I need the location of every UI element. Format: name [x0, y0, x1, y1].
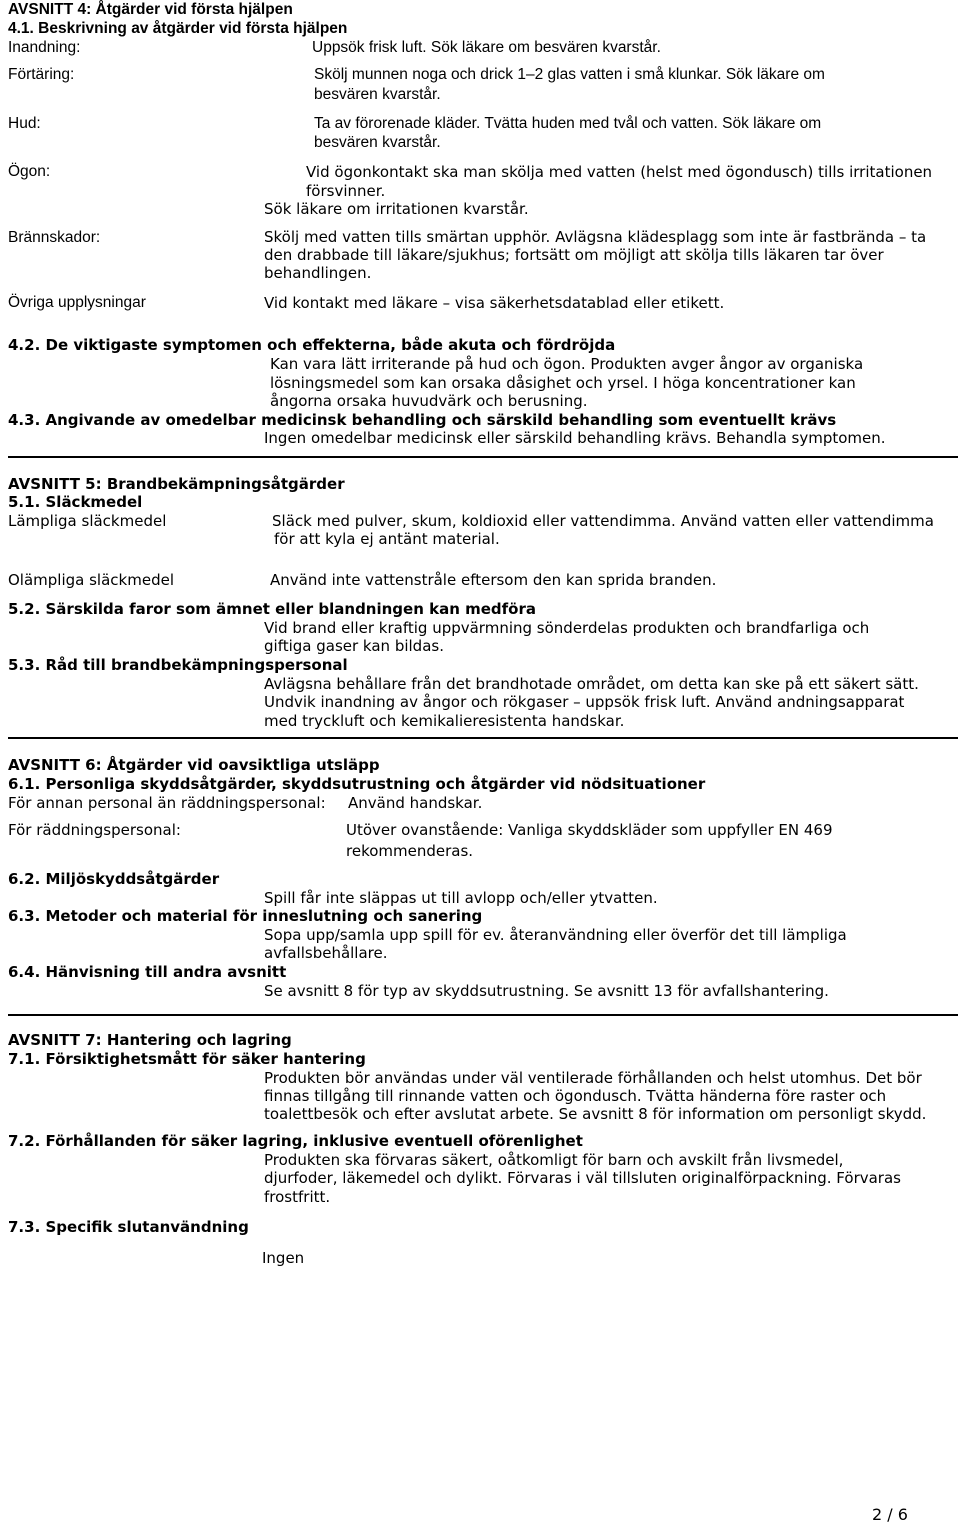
ogon-text-line: Vid ögonkontakt ska man skölja med vatten (helst med ögondusch) tills irritationen — [306, 163, 933, 181]
hud-label: Hud: — [8, 115, 41, 132]
ovriga-label: Övriga upplysningar — [8, 294, 146, 311]
section-4-title: AVSNITT 4: Åtgärder vid första hjälpen — [8, 1, 293, 18]
subsection-7-2-title: 7.2. Förhållanden för säker lagring, inklusive eventuell oförenlighet — [8, 1132, 583, 1150]
page-number: 2 / 6 — [872, 1505, 908, 1524]
subsection-4-1-title: 4.1. Beskrivning av åtgärder vid första hjälpen — [8, 20, 348, 37]
brannskador-label: Brännskador: — [8, 229, 101, 246]
annan-personal-text: Använd handskar. — [348, 794, 483, 812]
lampliga-label: Lämpliga släckmedel — [8, 512, 167, 530]
raddningspersonal-text-line: Utöver ovanstående: Vanliga skyddskläder som uppfyller EN 469 — [346, 821, 833, 839]
annan-personal-label: För annan personal än räddningspersonal: — [8, 794, 326, 812]
section-divider — [8, 1014, 958, 1016]
subsection-6-4-title: 6.4. Hänvisning till andra avsnitt — [8, 963, 287, 981]
raddningspersonal-text-line: rekommenderas. — [346, 842, 474, 860]
subsection-7-1-text-line: toalettbesök och efter avslutat arbete. Se avsnitt 8 för information om personligt skydd. — [264, 1105, 927, 1123]
brannskador-text-line: behandlingen. — [264, 264, 372, 282]
subsection-6-3-text-line: Sopa upp/samla upp spill för ev. återanvändning eller överför det till lämpliga — [264, 926, 847, 944]
inandning-label: Inandning: — [8, 39, 81, 56]
brannskador-text-line: den drabbade till läkare/sjukhus; fortsätt om möjligt att skölja tills läkaren tar över — [264, 246, 884, 264]
subsection-6-3-title: 6.3. Metoder och material för inneslutning och sanering — [8, 907, 483, 925]
subsection-5-2-title: 5.2. Särskilda faror som ämnet eller blandningen kan medföra — [8, 600, 537, 618]
section-divider — [8, 737, 958, 739]
subsection-7-3-text: Ingen — [262, 1249, 305, 1267]
subsection-4-2-text-line: lösningsmedel som kan orsaka dåsighet och yrsel. I höga koncentrationer kan — [270, 374, 856, 392]
subsection-4-2-title: 4.2. De viktigaste symptomen och effekterna, både akuta och fördröjda — [8, 336, 616, 354]
ogon-text-line: försvinner. — [306, 182, 386, 200]
ogon-label: Ögon: — [8, 163, 51, 180]
section-divider — [8, 456, 958, 458]
brannskador-text-line: Skölj med vatten tills smärtan upphör. Avlägsna klädesplagg som inte är fastbrända – ta — [264, 228, 927, 246]
hud-text-line: besvären kvarstår. — [314, 134, 441, 151]
section-5-title: AVSNITT 5: Brandbekämpningsåtgärder — [8, 475, 345, 493]
subsection-7-2-text-line: frostfritt. — [264, 1188, 331, 1206]
ogon-text-line: Sök läkare om irritationen kvarstår. — [264, 200, 529, 218]
subsection-7-2-text-line: djurfoder, läkemedel och dylikt. Förvaras i väl tillsluten originalförpackning. Förvaras — [264, 1169, 901, 1187]
hud-text-line: Ta av förorenade kläder. Tvätta huden med tvål och vatten. Sök läkare om — [314, 115, 822, 132]
section-7-title: AVSNITT 7: Hantering och lagring — [8, 1031, 292, 1049]
subsection-5-3-text-line: Undvik inandning av ångor och rökgaser – uppsök frisk luft. Använd andningsapparat — [264, 693, 905, 711]
subsection-7-1-text-line: Produkten bör användas under väl ventilerade förhållanden och helst utomhus. Det bör — [264, 1069, 922, 1087]
subsection-6-3-text-line: avfallsbehållare. — [264, 944, 388, 962]
subsection-6-2-title: 6.2. Miljöskyddsåtgärder — [8, 870, 220, 888]
subsection-5-1-title: 5.1. Släckmedel — [8, 493, 143, 511]
subsection-4-3-title: 4.3. Angivande av omedelbar medicinsk behandling och särskild behandling som eventuellt krävs — [8, 411, 837, 429]
fortaring-text-line: besvären kvarstår. — [314, 86, 441, 103]
subsection-4-2-text-line: ångorna orsaka huvudvärk och berusning. — [270, 392, 588, 410]
lampliga-text-line: för att kyla ej antänt material. — [274, 530, 500, 548]
subsection-7-1-text-line: finnas tillgång till rinnande vatten och ögondusch. Tvätta händerna före raster och — [264, 1087, 887, 1105]
subsection-7-2-text-line: Produkten ska förvaras säkert, oåtkomligt för barn och avskilt från livsmedel, — [264, 1151, 844, 1169]
subsection-4-2-text-line: Kan vara lätt irriterande på hud och ögon. Produkten avger ångor av organiska — [270, 355, 864, 373]
raddningspersonal-label: För räddningspersonal: — [8, 821, 181, 839]
inandning-text: Uppsök frisk luft. Sök läkare om besvären kvarstår. — [312, 39, 661, 56]
subsection-5-3-title: 5.3. Råd till brandbekämpningspersonal — [8, 656, 348, 674]
fortaring-text-line: Skölj munnen noga och drick 1–2 glas vatten i små klunkar. Sök läkare om — [314, 66, 825, 83]
subsection-5-2-text-line: giftiga gaser kan bildas. — [264, 637, 444, 655]
subsection-7-1-title: 7.1. Försiktighetsmått för säker hantering — [8, 1050, 366, 1068]
subsection-5-3-text-line: Avlägsna behållare från det brandhotade området, om detta kan ske på ett säkert sätt. — [264, 675, 919, 693]
subsection-6-4-text: Se avsnitt 8 för typ av skyddsutrustning. Se avsnitt 13 för avfallshantering. — [264, 982, 829, 1000]
olampliga-label: Olämpliga släckmedel — [8, 571, 174, 589]
lampliga-text-line: Släck med pulver, skum, koldioxid eller vattendimma. Använd vatten eller vattendimma — [272, 512, 934, 530]
ovriga-text: Vid kontakt med läkare – visa säkerhetsdatablad eller etikett. — [264, 294, 725, 312]
section-6-title: AVSNITT 6: Åtgärder vid oavsiktliga utsläpp — [8, 756, 380, 774]
subsection-5-2-text-line: Vid brand eller kraftig uppvärmning sönderdelas produkten och brandfarliga och — [264, 619, 870, 637]
subsection-7-3-title: 7.3. Specifik slutanvändning — [8, 1218, 249, 1236]
subsection-5-3-text-line: med tryckluft och kemikalieresistenta handskar. — [264, 712, 625, 730]
subsection-4-3-text: Ingen omedelbar medicinsk eller särskild behandling krävs. Behandla symptomen. — [264, 429, 886, 447]
subsection-6-2-text: Spill får inte släppas ut till avlopp och/eller ytvatten. — [264, 889, 658, 907]
olampliga-text: Använd inte vattenstråle eftersom den kan sprida branden. — [270, 571, 717, 589]
subsection-6-1-title: 6.1. Personliga skyddsåtgärder, skyddsutrustning och åtgärder vid nödsituationer — [8, 775, 706, 793]
fortaring-label: Förtäring: — [8, 66, 75, 83]
